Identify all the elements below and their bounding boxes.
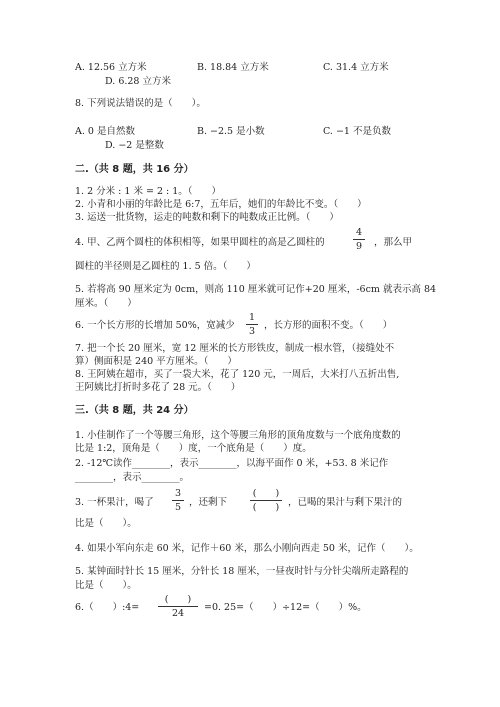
q8-option-b: B. −2.5 是小数: [197, 126, 265, 137]
s3-q2-line1: 2. -12℃读作________，表示________，以海平面作 0 米，+53. 8 米记作: [75, 458, 389, 469]
q7-option-d: D. 6.28 立方米: [105, 76, 171, 87]
fraction-numerator: ( ): [164, 594, 192, 605]
s3-q6-start: 6.（ ）:4=: [75, 602, 140, 613]
q8-option-d: D. −2 是整数: [105, 140, 164, 151]
s3-q1-line1: 1. 小佳制作了一个等腰三角形，这个等腰三角形的顶角度数与一个底角度数的: [75, 430, 401, 441]
fraction-denominator: 9: [355, 241, 363, 252]
s3-q5-line2: 比是（ ）。: [75, 580, 137, 591]
fraction-denominator: 3: [248, 326, 256, 337]
section-3-title: 三.（共 8 题，共 24 分）: [75, 405, 194, 416]
fraction-numerator: ( ): [252, 488, 280, 499]
fraction-bar: [246, 324, 258, 325]
s3-q3-end: ，已喝的果汁与剩下果汁的: [288, 497, 403, 508]
fraction-bar: [250, 500, 282, 501]
fraction-bar: [172, 500, 184, 501]
s2-q3: 3. 运送一批货物，运走的吨数和剩下的吨数成正比例。（ ）: [75, 212, 339, 223]
s3-q3-start: 3. 一杯果汁，喝了: [75, 497, 154, 508]
s2-q4-line2: 圆柱的半径则是乙圆柱的 1. 5 倍。（ ）: [75, 261, 256, 272]
section-2-title: 二.（共 8 题，共 16 分）: [75, 164, 194, 175]
s3-q6-fraction: [158, 594, 198, 619]
s3-q5-line1: 5. 某钟面时针长 15 厘米，分针长 18 厘米，一昼夜时针与分针尖端所走路程的: [75, 566, 409, 577]
q7-option-c: C. 31.4 立方米: [323, 62, 389, 73]
s3-q3-mid: ，还剩下: [189, 497, 228, 508]
s2-q7-line1: 7. 把一个长 20 厘米，宽 12 厘米的长方形铁皮，制成一根水管，（接缝处不: [75, 343, 395, 354]
q8-option-c: C. −1 不是负数: [323, 126, 391, 137]
s2-q5-line2: 厘米。（ ）: [75, 298, 137, 309]
s2-q5-line1: 5. 若将高 90 厘米定为 0cm，则高 110 厘米就可记作+20 厘米，-6cm 就表示高 84: [75, 284, 437, 295]
fraction-numerator: 1: [248, 312, 256, 323]
q8-stem: 8. 下列说法错误的是（ ）。: [75, 98, 206, 109]
s2-q6-fraction: [246, 312, 258, 337]
q7-option-a: A. 12.56 立方米: [75, 62, 147, 73]
fraction-numerator: 4: [355, 227, 363, 238]
s3-q3-line2: 比是（ ）。: [75, 518, 137, 529]
s2-q4-fraction: [353, 227, 365, 252]
q7-option-b: B. 18.84 立方米: [197, 62, 269, 73]
s2-q8-line2: 王阿姨比打折时多花了 28 元。（ ）: [75, 382, 241, 393]
s2-q4-line1-end: ，那么甲: [374, 237, 413, 248]
fraction-bar: [158, 606, 198, 607]
s3-q6-end: =0. 25=（ ）÷12=（ ）%。: [204, 602, 367, 613]
s2-q6-end: ，长方形的面积不变。（ ）: [264, 320, 393, 331]
s2-q4-line1: 4. 甲、乙两个圆柱的体积相等，如果甲圆柱的高是乙圆柱的: [75, 237, 325, 248]
fraction-denominator: ( ): [252, 502, 280, 513]
s3-q3-blank-fraction: [250, 488, 282, 513]
s3-q3-fraction: [172, 488, 184, 513]
s3-q2-line2: ________，表示________。: [75, 472, 190, 483]
s3-q4: 4. 如果小军向东走 60 米，记作＋60 米，那么小刚向西走 50 米，记作（ ）。: [75, 543, 419, 554]
s2-q2: 2. 小青和小丽的年龄比是 6:7，五年后，她们的年龄比不变。（ ）: [75, 199, 367, 210]
fraction-bar: [353, 239, 365, 240]
fraction-denominator: 5: [174, 502, 182, 513]
s2-q8-line1: 8. 王阿姨在超市，买了一袋大米，花了 120 元，一周后，大米打八五折出售,: [75, 369, 400, 380]
s2-q6-start: 6. 一个长方形的长增加 50%，宽减少: [75, 320, 235, 331]
s2-q1: 1. 2 分米 : 1 米 = 2 : 1。（ ）: [75, 186, 222, 197]
s2-q7-line2: 算）侧面积是 240 平方厘米。（ ）: [75, 356, 237, 367]
fraction-numerator: 3: [174, 488, 182, 499]
fraction-denominator: 24: [171, 608, 185, 619]
s3-q1-line2: 比是 1:2，顶角是（ ）度，一个底角是（ ）度。: [75, 443, 312, 454]
q8-option-a: A. 0 是自然数: [75, 126, 135, 137]
